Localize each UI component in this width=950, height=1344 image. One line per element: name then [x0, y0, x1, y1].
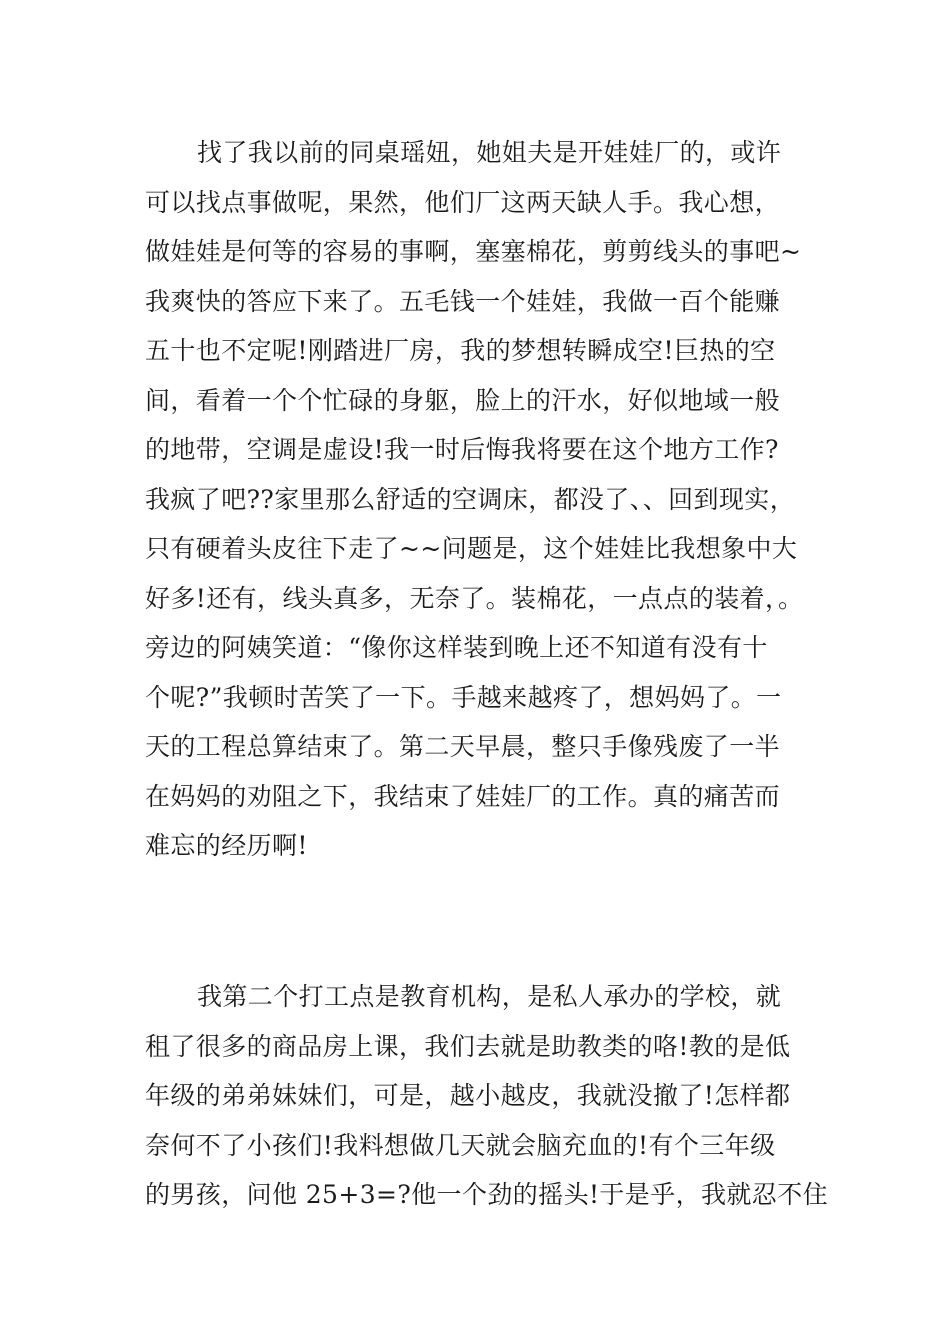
text-line: 找了我以前的同桌瑶妞，她姐夫是开娃娃厂的，或许 [197, 138, 782, 167]
text-line: 只有硬着头皮往下走了~~问题是，这个娃娃比我想象中大 [145, 534, 798, 563]
text-line: 旁边的阿姨笑道：“像你这样装到晚上还不知道有没有十 [145, 633, 768, 662]
text-line: 五十也不定呢!刚踏进厂房，我的梦想转瞬成空!巨热的空 [145, 336, 776, 365]
text-line: 天的工程总算结束了。第二天早晨，整只手像残废了一半 [145, 732, 781, 761]
paragraph-education-agency [145, 972, 829, 1220]
text-line: 我爽快的答应下来了。五毛钱一个娃娃，我做一百个能赚 [145, 286, 781, 316]
text-line: 的地带，空调是虚设!我一时后悔我将要在这个地方工作? [145, 435, 779, 464]
text-line: 我第二个打工点是教育机构，是私人承办的学校，就 [197, 982, 782, 1011]
text-line: 难忘的经历啊! [145, 831, 308, 860]
text-line: 奈何不了小孩们!我料想做几天就会脑充血的!有个三年级 [145, 1130, 776, 1160]
text-line: 年级的弟弟妹妹们，可是，越小越皮，我就没撤了!怎样都 [145, 1081, 791, 1110]
text-line: 的男孩，问他 25+3=?他一个劲的摇头!于是乎，我就忍不住 [145, 1180, 829, 1209]
paragraph-doll-factory [145, 128, 825, 871]
text-line: 租了很多的商品房上课，我们去就是助教类的咯!教的是低 [145, 1031, 791, 1061]
text-line: 可以找点事做呢，果然，他们厂这两天缺人手。我心想， [145, 187, 781, 217]
text-line: 在妈妈的劝阻之下，我结束了娃娃厂的工作。真的痛苦而 [145, 781, 781, 811]
text-line: 间，看着一个个忙碌的身躯，脸上的汗水，好似地域一般 [145, 385, 781, 415]
text-line: 我疯了吧??家里那么舒适的空调床，都没了、、回到现实， [145, 484, 796, 514]
text-line: 好多!还有，线头真多，无奈了。装棉花，一点点的装着，。 [145, 583, 804, 613]
text-line: 做娃娃是何等的容易的事啊，塞塞棉花，剪剪线头的事吧~ [145, 237, 802, 266]
text-line: 个呢?”我顿时苦笑了一下。手越来越疼了，想妈妈了。一 [145, 682, 782, 712]
